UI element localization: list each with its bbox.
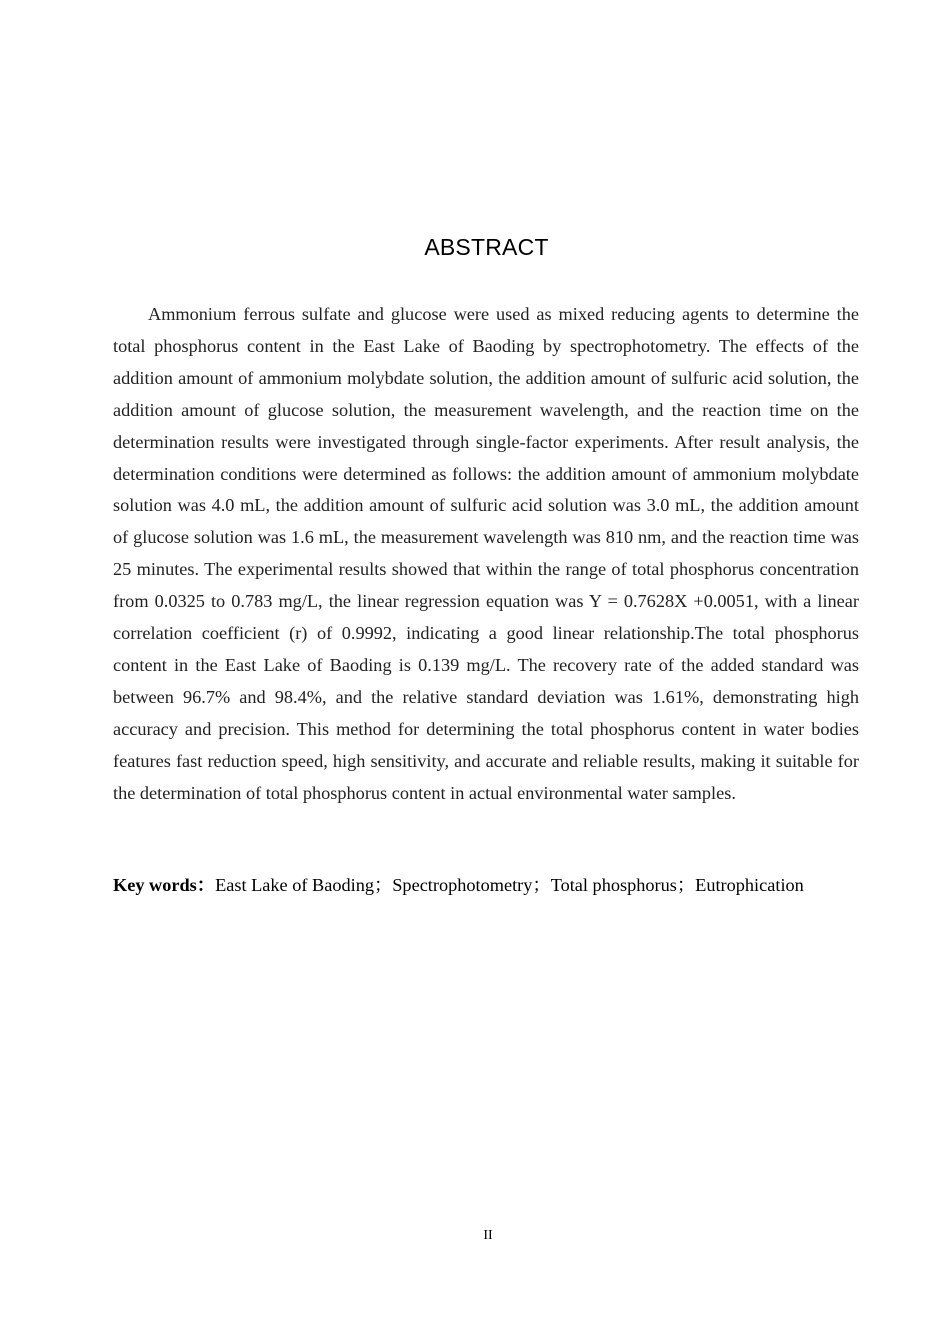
abstract-text-part2: of Baoding by spectrophotometry. The effects of the addition amount of ammonium molybdate solution, the addition amount of sulfuric acid solution, the addition amount of glucose solution, the measurement wavelength, and the reaction time on the determination results were investigated through single-factor experiments. After result analysis, the determination conditions were determined as follows: the addition amount of ammonium molybdate solution was 4.0 mL, the addition amount of sulfuric acid solution was 3.0 mL, the addition amount of glucose solution was 1.6 mL, the measurement wavelength was 810 nm, and the reaction time was 25 minutes. The experimental results showed that within the range of total phosphorus concentration from 0.0325 to 0.783 mg/L, the linear regression equation was Y = 0.7628X +0.0051, with a linear correlation coefficient (r) of 0.9992, indicating a good linear relationship.The total phosphorus content in the East Lake of Baoding is 0.139 mg/L. The recovery rate of the added standard was between 96.7% and 98.4%, and the relative standard deviation was 1.61%, demonstrating high accuracy and precision. This method for determining the total phosphorus content in water bodies features fast reduction speed, high sensitivity, and accurate and reliable results, making it suitable for the determination of total phosphorus content in actual environmental water samples.	[113, 335, 859, 803]
keyword-item: Total phosphorus	[550, 875, 677, 895]
keyword-separator: ；	[373, 875, 393, 895]
keyword-item: East Lake of Baoding	[215, 875, 374, 895]
keyword-item: Eutrophication	[695, 875, 804, 895]
keyword-item: Spectrophotometry	[392, 875, 533, 895]
page-number: II	[483, 1228, 493, 1243]
keyword-separator: ；	[532, 875, 551, 895]
abstract-paragraph	[113, 299, 859, 810]
abstract-text-part1: Ammonium ferrous sulfate and glucose were used as mixed reducing agents to determine the total phosphorus content in the	[113, 304, 859, 356]
keyword-separator: ；	[676, 875, 696, 895]
abstract-place-name: East Lake	[363, 335, 440, 356]
abstract-title: ABSTRACT	[424, 234, 549, 260]
keywords-label: Key words：	[113, 875, 216, 895]
keywords-line	[113, 870, 873, 902]
